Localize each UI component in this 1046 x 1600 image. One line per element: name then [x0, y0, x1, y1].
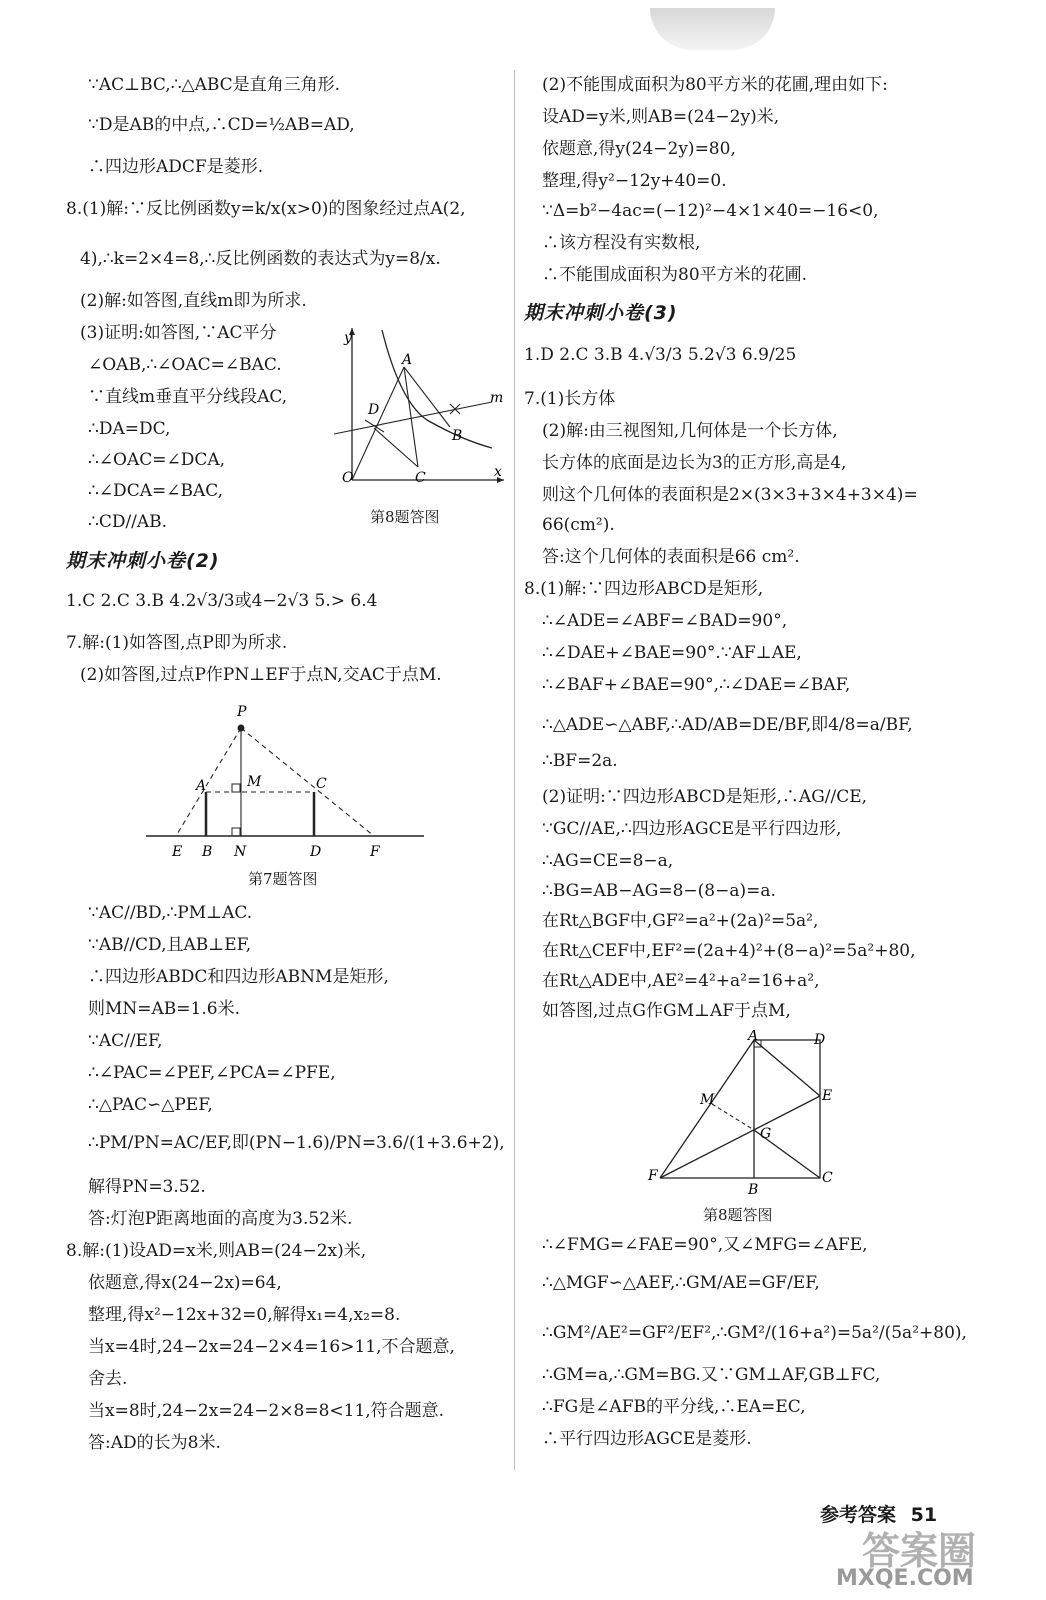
text-line: ∴GM²/AE²=GF²/EF²,∴GM²/(16+a²)=5a²/(5a²+80), — [542, 1323, 967, 1343]
text-line: ∴∠FMG=∠FAE=90°,又∠MFG=∠AFE, — [542, 1235, 868, 1255]
svg-text:B: B — [748, 1182, 759, 1198]
text-line: 解得PN=3.52. — [88, 1177, 206, 1197]
text-line: 8.解:(1)设AD=x米,则AB=(24−2x)米, — [66, 1241, 367, 1261]
svg-text:y: y — [344, 330, 352, 346]
svg-text:C: C — [316, 776, 327, 792]
text-line: (2)不能围成面积为80平方米的花圃,理由如下: — [542, 75, 888, 95]
svg-text:B: B — [202, 844, 213, 860]
text-line: ∴△PAC∽△PEF, — [88, 1095, 213, 1115]
svg-text:D: D — [310, 844, 322, 860]
text-line: 答:AD的长为8米. — [88, 1433, 221, 1453]
text-line: 4),∴k=2×4=8,∴反比例函数的表达式为y=8/x. — [80, 249, 441, 269]
svg-text:M: M — [247, 774, 262, 790]
text-line: ∴BG=AB−AG=8−(8−a)=a. — [542, 881, 776, 901]
text-line: ∴BF=2a. — [542, 751, 618, 771]
svg-text:A: A — [196, 778, 207, 794]
svg-text:A: A — [402, 352, 413, 368]
text-line: 整理,得x²−12x+32=0,解得x₁=4,x₂=8. — [88, 1305, 401, 1325]
text-line: ∵D是AB的中点,∴CD=½AB=AD, — [88, 115, 355, 135]
text-line: 当x=4时,24−2x=24−2×4=16>11,不合题意, — [88, 1337, 455, 1357]
svg-text:B: B — [452, 428, 463, 444]
text-line: ∴不能围成面积为80平方米的花圃. — [542, 265, 808, 285]
text-line: ∠OAB,∴∠OAC=∠BAC. — [88, 355, 282, 375]
text-line: (3)证明:如答图,∵AC平分 — [80, 323, 277, 343]
text-line: ∴∠PAC=∠PEF,∠PCA=∠PFE, — [88, 1063, 336, 1083]
text-line: ∴DA=DC, — [88, 419, 171, 439]
text-line: ∴△MGF∽△AEF,∴GM/AE=GF/EF, — [542, 1273, 820, 1293]
text-line: ∵Δ=b²−4ac=(−12)²−4×1×40=−16<0, — [542, 201, 879, 221]
page-number: 51 — [910, 1504, 938, 1526]
svg-text:P: P — [237, 704, 247, 720]
text-line: (2)解:如答图,直线m即为所求. — [80, 291, 307, 311]
figure-caption: 第8题答图 — [370, 508, 440, 526]
section-heading: 期末冲刺小卷(2) — [66, 550, 220, 572]
text-line: 8.(1)解:∵四边形ABCD是矩形, — [524, 579, 764, 599]
text-line: ∵AC⊥BC,∴△ABC是直角三角形. — [88, 75, 341, 95]
figure-caption: 第7题答图 — [248, 870, 318, 888]
text-line: ∴四边形ADCF是菱形. — [88, 157, 264, 177]
svg-text:C: C — [415, 470, 426, 486]
svg-text:E: E — [172, 844, 183, 860]
svg-text:D: D — [814, 1032, 826, 1048]
text-line: ∴AG=CE=8−a, — [542, 851, 674, 871]
text-line: 依题意,得y(24−2y)=80, — [542, 139, 736, 159]
text-line: 答:灯泡P距离地面的高度为3.52米. — [88, 1209, 353, 1229]
text-line: ∴∠DCA=∠BAC, — [88, 481, 224, 501]
figure-8-coordinate-graph — [332, 322, 508, 494]
text-line: 则这个几何体的表面积是2×(3×3+3×4+3×4)= — [542, 485, 918, 505]
text-line: 在Rt△BGF中,GF²=a²+(2a)²=5a², — [542, 911, 819, 931]
svg-text:D: D — [368, 402, 380, 418]
answer-line: 1.C 2.C 3.B 4.2√3/3或4−2√3 5.> 6.4 — [66, 591, 378, 611]
figure-8-rectangle-diagram — [640, 1030, 840, 1200]
text-line: 如答图,过点G作GM⊥AF于点M, — [542, 1001, 791, 1021]
text-line: 在Rt△ADE中,AE²=4²+a²=16+a², — [542, 971, 820, 991]
figure-caption: 第8题答图 — [703, 1206, 773, 1224]
top-decoration — [650, 8, 775, 50]
text-line: (2)解:由三视图知,几何体是一个长方体, — [542, 421, 838, 441]
svg-text:C: C — [822, 1170, 833, 1186]
text-line: ∴GM=a,∴GM=BG.又∵GM⊥AF,GB⊥FC, — [542, 1365, 881, 1385]
watermark-logo: 答案圈 — [862, 1529, 977, 1573]
text-line: 7.(1)长方体 — [524, 389, 616, 409]
text-line: 8.(1)解:∵反比例函数y=k/x(x>0)的图象经过点A(2, — [66, 199, 466, 219]
text-line: ∴∠OAC=∠DCA, — [88, 450, 226, 470]
svg-text:x: x — [494, 464, 502, 480]
svg-text:m: m — [490, 390, 504, 406]
footer-text: 参考答案 — [820, 1504, 897, 1526]
text-line: 答:这个几何体的表面积是66 cm². — [542, 547, 800, 567]
text-line: (2)证明:∵四边形ABCD是矩形,∴AG//CE, — [542, 787, 868, 807]
text-line: ∴△ADE∽△ABF,∴AD/AB=DE/BF,即4/8=a/BF, — [542, 715, 913, 735]
text-line: ∵AC//BD,∴PM⊥AC. — [88, 903, 253, 923]
answer-line: 1.D 2.C 3.B 4.√3/3 5.2√3 6.9/25 — [524, 345, 797, 365]
text-line: 则MN=AB=1.6米. — [88, 999, 240, 1019]
text-line: 舍去. — [88, 1369, 128, 1389]
text-line: 依题意,得x(24−2x)=64, — [88, 1273, 282, 1293]
text-line: ∴该方程没有实数根, — [542, 233, 701, 253]
svg-text:F: F — [648, 1168, 658, 1184]
text-line: 66(cm²). — [542, 515, 615, 535]
text-line: 在Rt△CEF中,EF²=(2a+4)²+(8−a)²=5a²+80, — [542, 941, 916, 961]
watermark-url: MXQE.COM — [836, 1566, 974, 1591]
text-line: 长方体的底面是边长为3的正方形,高是4, — [542, 453, 847, 473]
text-line: 整理,得y²−12y+40=0. — [542, 171, 727, 191]
svg-text:F: F — [370, 844, 380, 860]
text-line: 设AD=y米,则AB=(24−2y)米, — [542, 107, 780, 127]
text-line: ∴PM/PN=AC/EF,即(PN−1.6)/PN=3.6/(1+3.6+2), — [88, 1133, 505, 1153]
text-line: ∴四边形ABDC和四边形ABNM是矩形, — [88, 967, 389, 987]
column-divider — [514, 70, 515, 1470]
text-line: (2)如答图,过点P作PN⊥EF于点N,交AC于点M. — [80, 665, 442, 685]
figure-7-lamp-diagram — [146, 698, 426, 860]
text-line: ∴FG是∠AFB的平分线,∴EA=EC, — [542, 1397, 806, 1417]
text-line: ∵AC//EF, — [88, 1031, 163, 1051]
text-line: ∴∠ADE=∠ABF=∠BAD=90°, — [542, 611, 788, 631]
text-line: ∴平行四边形AGCE是菱形. — [542, 1429, 752, 1449]
svg-text:M: M — [700, 1092, 715, 1108]
text-line: 当x=8时,24−2x=24−2×8=8<11,符合题意. — [88, 1401, 445, 1421]
text-line: ∴∠DAE+∠BAE=90°.∵AF⊥AE, — [542, 643, 802, 663]
text-line: ∵AB//CD,且AB⊥EF, — [88, 935, 252, 955]
svg-text:G: G — [760, 1126, 772, 1142]
svg-text:N: N — [234, 844, 247, 860]
svg-text:A: A — [748, 1030, 759, 1044]
text-line: 7.解:(1)如答图,点P即为所求. — [66, 633, 288, 653]
text-line: ∵直线m垂直平分线段AC, — [88, 387, 288, 407]
svg-text:O: O — [342, 470, 354, 486]
text-line: ∴∠BAF+∠BAE=90°,∴∠DAE=∠BAF, — [542, 675, 851, 695]
text-line: ∴CD//AB. — [88, 512, 168, 532]
svg-text:E: E — [822, 1088, 833, 1104]
section-heading: 期末冲刺小卷(3) — [524, 302, 678, 324]
text-line: ∵GC//AE,∴四边形AGCE是平行四边形, — [542, 819, 842, 839]
